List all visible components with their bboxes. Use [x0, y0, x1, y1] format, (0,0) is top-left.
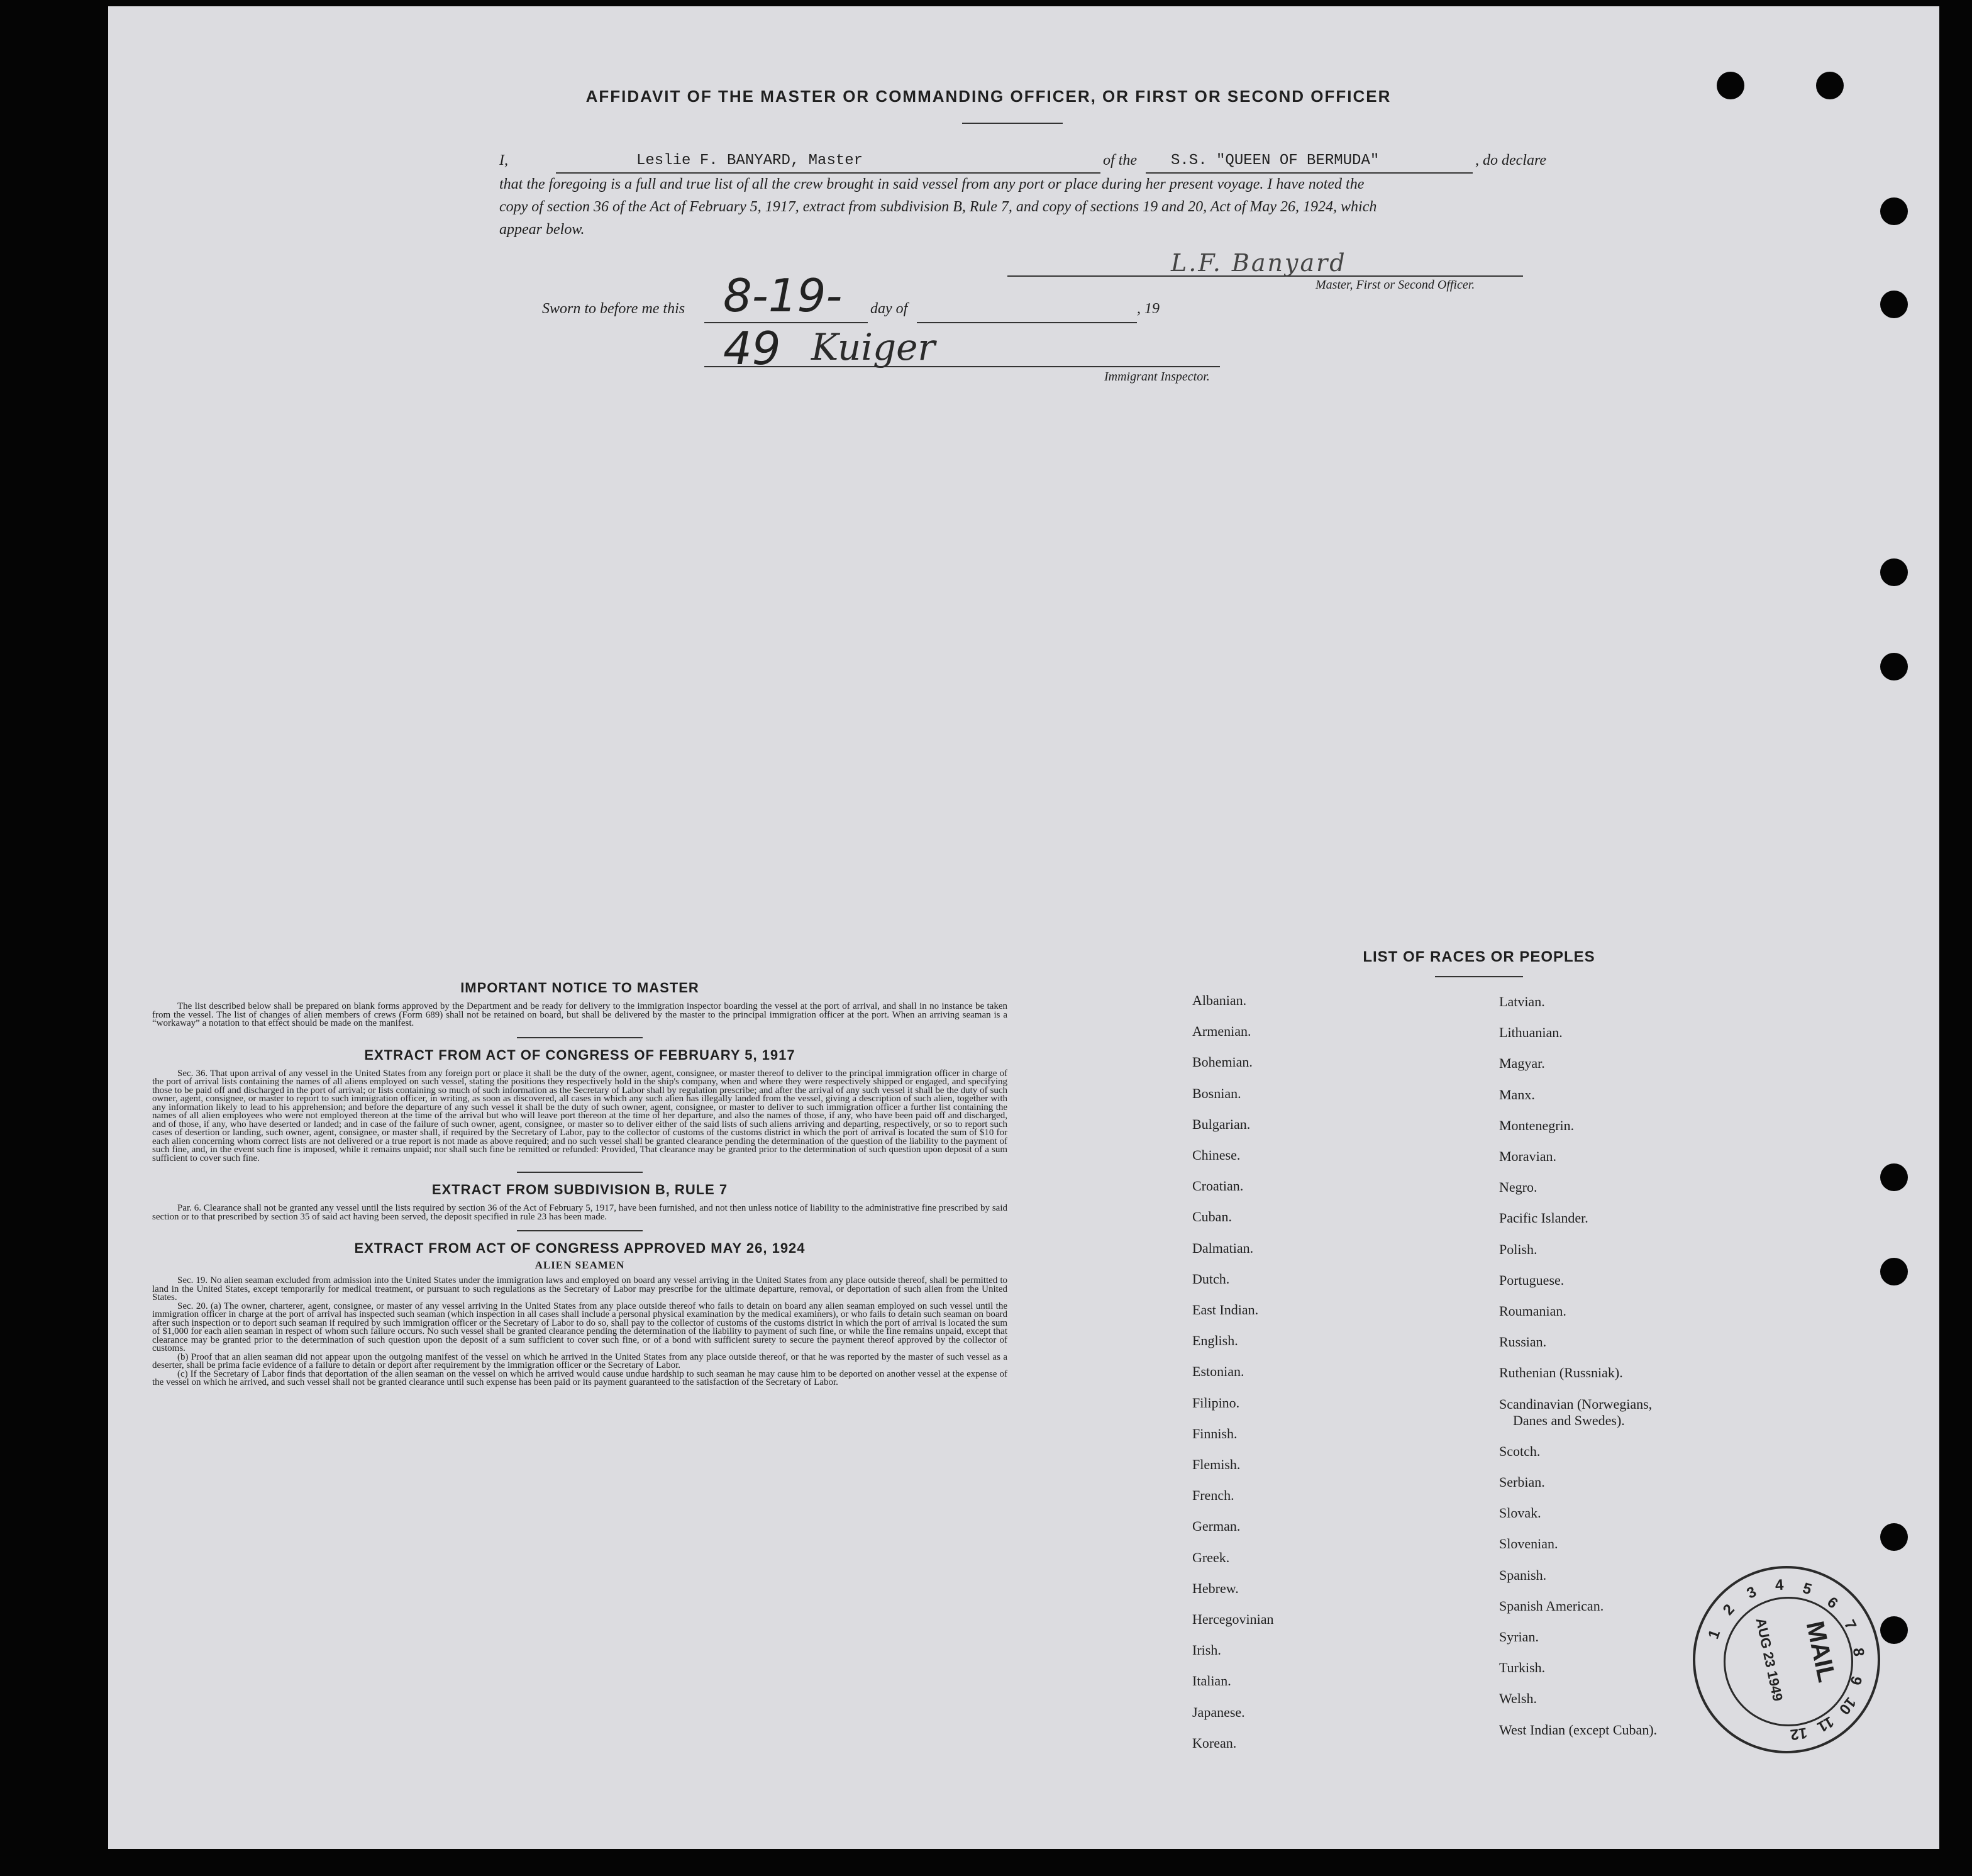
- race-item: Slovak.: [1499, 1505, 1541, 1521]
- section-divider: [517, 1230, 643, 1231]
- races-title: LIST OF RACES OR PEOPLES: [1363, 948, 1595, 965]
- race-item: Armenian.: [1192, 1023, 1251, 1040]
- stamp-number: 2: [1720, 1601, 1739, 1619]
- stamp-number: 4: [1774, 1576, 1785, 1594]
- binder-hole-icon: [1880, 197, 1908, 225]
- stamp-mail-word: MAIL: [1800, 1619, 1841, 1685]
- vessel-name-field: [1146, 152, 1473, 174]
- important-notice-section: [152, 980, 1007, 1387]
- race-item: Spanish American.: [1499, 1597, 1604, 1614]
- alien-seamen-subtitle: ALIEN SEAMEN: [535, 1259, 625, 1271]
- race-item: Dutch.: [1192, 1270, 1230, 1287]
- race-item: Dalmatian.: [1192, 1240, 1254, 1256]
- affidavit-line-4: appear below.: [499, 221, 585, 238]
- affidavit-title: AFFIDAVIT OF THE MASTER OR COMMANDING OFFICER, OR FIRST OR SECOND OFFICER: [585, 87, 1392, 106]
- race-item: Hebrew.: [1192, 1580, 1239, 1596]
- race-item: Chinese.: [1192, 1147, 1241, 1163]
- binder-hole-icon: [1880, 1163, 1908, 1191]
- master-signature-line: [1007, 249, 1523, 277]
- race-item: English.: [1192, 1333, 1238, 1349]
- race-item: Irish.: [1192, 1642, 1221, 1658]
- stamp-number: 6: [1824, 1593, 1841, 1612]
- race-item: Slovenian.: [1499, 1536, 1558, 1552]
- affidavit-line-1: I,: [499, 152, 508, 169]
- binder-hole-icon: [1880, 558, 1908, 586]
- document-page: [108, 6, 1939, 1849]
- race-item: Negro.: [1499, 1179, 1537, 1196]
- race-item: Scotch.: [1499, 1443, 1541, 1459]
- master-signature-caption: Master, First or Second Officer.: [1316, 278, 1475, 292]
- stamp-date: AUG 23 1949: [1753, 1616, 1786, 1703]
- race-item: Scandinavian (Norwegians,: [1499, 1396, 1653, 1412]
- race-item: Finnish.: [1192, 1425, 1238, 1441]
- stamp-number: 3: [1744, 1583, 1759, 1602]
- race-item: Bohemian.: [1192, 1054, 1253, 1070]
- notice-text: The list described below shall be prepared on blank forms approved by the Department and be ready for delivery to the immigration inspector boarding the vessel at the port of arrival, and shall in no instance be taken from the vessel. The list of changes of alien members of crews (Form 689) shall not be retained on board, but shall be delivered by the master to the principal immigration officer at the port. When an arriving seaman is a “workaway” a notation to that effect should be made on the manifest.: [152, 1001, 1007, 1028]
- stamp-number: 7: [1841, 1617, 1860, 1633]
- vessel-name: S.S. "QUEEN OF BERMUDA": [1171, 152, 1380, 169]
- binder-hole-icon: [1880, 1258, 1908, 1285]
- stamp-number: 8: [1849, 1646, 1868, 1657]
- inspector-signature: Kuiger: [811, 326, 936, 369]
- sworn-date-field: [704, 269, 868, 375]
- master-name: Leslie F. BANYARD, Master: [636, 152, 863, 169]
- race-item: Moravian.: [1499, 1148, 1557, 1164]
- month-field: [917, 301, 1137, 323]
- rule-7-title: EXTRACT FROM SUBDIVISION B, RULE 7: [431, 1182, 728, 1197]
- binder-hole-icon: [1880, 1523, 1908, 1551]
- section-divider: [517, 1037, 643, 1038]
- race-item: Welsh.: [1499, 1690, 1537, 1707]
- race-item: Manx.: [1499, 1086, 1535, 1102]
- race-item: Filipino.: [1192, 1394, 1240, 1411]
- race-item: Montenegrin.: [1499, 1117, 1575, 1133]
- sec-20b-text: (b) Proof that an alien seaman did not appear upon the outgoing manifest of the vessel on which he arrived in the United States from any place outside thereof, or that he was reported by the master of such vessel as a deserter, shall be prima facie evidence of a failure to detain or deport after requirement by the immigration officer or the Secretary of Labor.: [152, 1351, 1007, 1370]
- stamp-number: 10: [1835, 1694, 1859, 1718]
- race-item: Korean.: [1192, 1734, 1237, 1751]
- sworn-label: Sworn to before me this: [542, 301, 685, 317]
- day-of-label: day of: [870, 301, 908, 317]
- master-name-field: [556, 152, 1100, 174]
- sec-20a-text: Sec. 20. (a) The owner, charterer, agent, consignee, or master of any vessel arriving in the United States from any place outside thereof who fails to detain on board any alien seaman employed on such vessel until the immigration officer in charge at the port of arrival has inspected such seaman (which inspection in all cases shall include a personal physical examination by the medical examiners), or who fails to detain such seaman on board after such inspection or to deport such seaman if required by such immigration officer or the Secretary of Labor to do so, shall pay to the collector of customs of the customs district in which the port of arrival is located the sum of $1,000 for each alien seaman in respect of whom such failure occurs. No such vessel shall be granted clearance pending the determination of the liability to payment of such fine, or while the fine remains unpaid, except that clearance may be granted prior to the determination of such question upon the deposit of a sum sufficient to cover such fine, or of a bond with sufficient surety to secure the payment thereof approved by the collector of customs.: [152, 1301, 1007, 1353]
- title-divider: [962, 123, 1063, 124]
- affidavit-line-2: that the foregoing is a full and true list of all the crew brought in said vessel from any port or place during her present voyage. I have noted the: [499, 176, 1365, 192]
- race-item: Lithuanian.: [1499, 1024, 1563, 1041]
- race-item: Croatian.: [1192, 1178, 1244, 1194]
- stamp-number: 11: [1814, 1712, 1837, 1736]
- race-item: Estonian.: [1192, 1363, 1244, 1380]
- race-item: Spanish.: [1499, 1567, 1547, 1583]
- sec-20c-text: (c) If the Secretary of Labor finds that deportation of the alien seaman on the vessel on which he arrived would cause undue hardship to such seaman he may cause him to be deported on another vessel at the expense of the vessel on which he arrived, and such vessel shall not be granted clearance until such expense has been paid or its payment guaranteed to the satisfaction of the Secretary of Labor.: [152, 1368, 1007, 1387]
- race-item: German.: [1192, 1518, 1241, 1535]
- race-item: Pacific Islander.: [1499, 1210, 1588, 1226]
- rule-7-text: Par. 6. Clearance shall not be granted any vessel until the lists required by section 36 of the Act of February 5, 1917, have been furnished, and not then unless notice of liability to the administrative fine prescribed by said section or to that prescribed by section 35 of said act having been served, the deposit specified in rule 23 has been made.: [152, 1203, 1007, 1222]
- stamp-number: 12: [1789, 1724, 1809, 1743]
- of-the-label: of the: [1103, 152, 1137, 169]
- stamp-number: 1: [1705, 1627, 1724, 1641]
- inspector-signature-line: [704, 326, 1220, 369]
- stamp-number: 5: [1800, 1579, 1814, 1599]
- race-item: French.: [1192, 1487, 1234, 1504]
- master-signature: L.F. Banyard: [1171, 249, 1347, 277]
- notice-title: IMPORTANT NOTICE TO MASTER: [460, 980, 699, 996]
- race-item: Ruthenian (Russniak).: [1499, 1365, 1623, 1381]
- stamp-number: 9: [1846, 1673, 1866, 1687]
- act-1924-title: EXTRACT FROM ACT OF CONGRESS APPROVED MAY 26, 1924: [354, 1240, 806, 1256]
- inspector-caption: Immigrant Inspector.: [1104, 370, 1210, 384]
- race-item: Greek.: [1192, 1549, 1230, 1565]
- binder-hole-icon: [1880, 291, 1908, 318]
- race-item: Serbian.: [1499, 1474, 1545, 1490]
- do-declare-label: , do declare: [1475, 152, 1547, 169]
- races-title-divider: [1435, 976, 1523, 977]
- affidavit-line-3: copy of section 36 of the Act of February 5, 1917, extract from subdivision B, Rule 7, and copy of sections 19 and 20, Act of May 26, 1924, which: [499, 199, 1377, 215]
- race-item: Roumanian.: [1499, 1303, 1566, 1319]
- act-1917-title: EXTRACT FROM ACT OF CONGRESS OF FEBRUARY 5, 1917: [364, 1046, 795, 1063]
- binder-hole-icon: [1880, 1616, 1908, 1644]
- race-item: East Indian.: [1192, 1302, 1259, 1318]
- race-item: Magyar.: [1499, 1055, 1545, 1072]
- race-item: Italian.: [1192, 1673, 1231, 1689]
- section-divider: [517, 1172, 643, 1173]
- mail-stamp: [1693, 1566, 1880, 1753]
- act-1917-text: Sec. 36. That upon arrival of any vessel in the United States from any foreign port or place it shall be the duty of the owner, agent, consignee, or master thereof to deliver to the principal immigration officer in charge of the port of arrival lists containing the names of all aliens employed on such vessel, stating the positions they respectively hold in the ship's company, when and where they were respectively shipped or engaged, and specifying those to be paid off and discharged in the port of arrival; or lists containing so much of such information as the Secretary of Labor shall by regulation prescribe; and after the arrival of any such vessel it shall be the duty of such owner, agent, consignee, or master to report to such immigration officer, in writing, as soon as discovered, all cases in which any such alien has illegally landed from the vessel, giving a description of such alien, together with any information likely to lead to his apprehension; and before the departure of any such vessel it shall be the duty of such owner, agent, consignee, or master to deliver to such immigration officer a further list containing the names of all alien employees who were not employed thereon at the time of the arrival but who will leave port thereon at the time of her departure, and also the names of those, if any, who have been paid off and discharged, and of those, if any, who have deserted or landed; and in case of the failure of such owner, agent, consignee, or master so to deliver either of the said lists of such aliens arriving and departing, respectively, or so to report such cases of desertion or landing, such owner, agent, consignee, or master shall, if required by the Secretary of Labor, pay to the collector of customs of the customs district in which the port of arrival is located the sum of $10 for each alien concerning whom correct lists are not delivered or a true report is not made as above required; and no such vessel shall be granted clearance pending the determination of the question of the liability to the payment of such fine, and, in the event such fine is imposed, while it remains unpaid; nor shall such fine be remitted or refunded: Provided, That clearance may be granted prior to the determination of such question upon deposit of a sum sufficient to cover such fine.: [152, 1068, 1007, 1163]
- race-item: Albanian.: [1192, 992, 1247, 1008]
- race-item: Japanese.: [1192, 1704, 1245, 1720]
- race-item: Flemish.: [1192, 1457, 1241, 1472]
- race-item: Bosnian.: [1192, 1085, 1241, 1101]
- race-item: Bulgarian.: [1192, 1116, 1251, 1132]
- race-item: Syrian.: [1499, 1629, 1539, 1645]
- binder-hole-icon: [1880, 653, 1908, 680]
- race-item: Danes and Swedes).: [1513, 1412, 1625, 1428]
- race-item: Russian.: [1499, 1334, 1547, 1350]
- race-item: Turkish.: [1499, 1660, 1546, 1676]
- sec-19-text: Sec. 19. No alien seaman excluded from admission into the United States under the immigration laws and employed on board any vessel arriving in the United States from any place outside thereof, shall be permitted to land in the United States, except temporarily for medical treatment, or pursuant to such regulations as the Secretary of Labor may prescribe for the ultimate departure, removal, or deportation of such alien from the United States.: [152, 1275, 1007, 1302]
- year-label: , 19: [1137, 301, 1160, 317]
- race-item: Portuguese.: [1499, 1272, 1565, 1288]
- race-item: Hercegovinian: [1192, 1611, 1274, 1627]
- race-item: Polish.: [1499, 1241, 1537, 1257]
- race-item: West Indian (except Cuban).: [1499, 1721, 1658, 1738]
- race-item: Latvian.: [1499, 994, 1545, 1009]
- race-item: Cuban.: [1192, 1209, 1232, 1225]
- sworn-date: 8-19-49: [723, 269, 843, 375]
